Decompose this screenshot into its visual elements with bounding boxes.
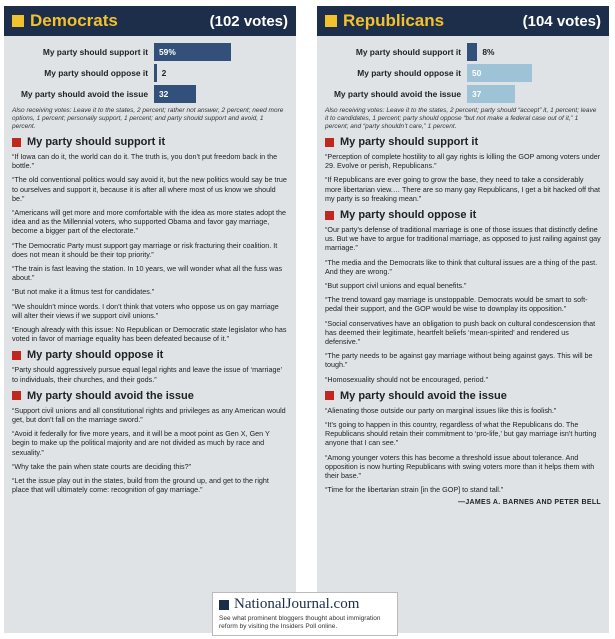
quote: “Let the issue play out in the states, build from the ground up, and get to the right place that will ultimately come: recognition of gay marriage.” xyxy=(12,476,269,495)
bar-value-label: 37 xyxy=(472,89,482,99)
section-marker-icon xyxy=(325,211,334,220)
bar-value-label: 32 xyxy=(159,89,169,99)
bar-track xyxy=(467,85,605,103)
quote: “Our party’s defense of traditional marriage is one of those issues that distinctly define us. But we have to argue for traditional marriage, as opposed to just railing against gay marriage.” xyxy=(325,225,601,253)
section-heading xyxy=(12,136,288,148)
democrats-panel xyxy=(4,6,296,633)
section-heading xyxy=(325,136,601,148)
republicans-note: Also receiving votes: Leave it to the states, 2 percent; party should “accept” it, 1 percent; leave it to candidates, 1 percent; party should oppose “but not make a federal case out of it,” 1 percent; and “party shouldn’t care,” 1 percent. xyxy=(325,107,597,130)
header-square-icon xyxy=(12,15,24,27)
quote: “Among younger voters this has become a threshold issue about tolerance. And opposition is now hurting Republicans with swing voters more than it helps them with their base.” xyxy=(325,452,595,481)
quote: “Why take the pain when state courts are deciding this?” xyxy=(12,461,191,471)
section-title: My party should avoid the issue xyxy=(340,389,507,402)
nationaljournal-logo xyxy=(219,596,391,613)
header-square-icon xyxy=(325,15,337,27)
quote: “The party needs to be against gay marriage without being against gays. This will be tough.” xyxy=(325,351,593,370)
quote: “Support civil unions and all constitutional rights and privileges as any American would get, but don’t fall on the marriage sword.” xyxy=(12,405,286,425)
section-title: My party should support it xyxy=(27,136,166,148)
democrats-sections xyxy=(4,136,296,497)
quote: “If Iowa can do it, the world can do it. The truth is, you don’t put freedom back in the bottle.” xyxy=(12,152,278,171)
quote: “Time for the libertarian strain [in the GOP] to stand tall.” xyxy=(325,485,504,495)
quote: “The train is fast leaving the station. In 10 years, we will wonder what all the fuss was about.” xyxy=(12,264,283,283)
chart-row xyxy=(8,42,292,62)
section-heading xyxy=(325,390,601,402)
quote: “But support civil unions and equal benefits.” xyxy=(325,281,467,291)
party-name: Republicans xyxy=(343,11,445,30)
bar-value-label: 2 xyxy=(161,68,167,78)
byline: —JAMES A. BARNES AND PETER BELL xyxy=(458,499,601,507)
quote: “Social conservatives have an obligation to push back on cultural condescension that has deemed their legitimate, heartfelt beliefs ‘mean-spirited’ and rendered us defensive.” xyxy=(325,318,596,347)
chart-row xyxy=(8,63,292,83)
bar-track xyxy=(467,64,605,82)
republicans-sections xyxy=(317,136,609,497)
logo-text: NationalJournal.com xyxy=(234,596,360,612)
quote: “It’s going to happen in this country, regardless of what the Republicans do. The Republicans should retain their commitment to ‘pro-life,’ but gay marriage isn’t hurting anyone that I can see.” xyxy=(325,420,597,448)
section-marker-icon xyxy=(325,391,334,400)
bar-track xyxy=(154,85,292,103)
bar-label: My party should support it xyxy=(355,47,461,57)
bar-track xyxy=(154,43,292,61)
bar-track xyxy=(154,64,292,82)
bar-label: My party should avoid the issue xyxy=(333,89,461,99)
section-marker-icon xyxy=(12,351,21,360)
quote: “Americans will get more and more comfortable with the idea as more states adopt the idea and as the Millennial voters, who supported Obama and favor gay marriage, become a bigger part of the electorate.” xyxy=(12,208,287,236)
bar-value-label: 59% xyxy=(159,47,176,57)
party-name: Democrats xyxy=(30,11,118,30)
section-title: My party should support it xyxy=(340,136,479,148)
quote: “Avoid it federally for five more years, and it will be a moot point as Gen X, Gen Y begin to make up the political majority and are not divided as much by race and sexuality.” xyxy=(12,429,270,457)
quote: “The Democratic Party must support gay marriage or risk fracturing their coalition. It does not mean it should be their top priority.” xyxy=(12,240,278,259)
chart-row xyxy=(321,63,605,83)
bar-value-label: 50 xyxy=(472,68,482,78)
section-marker-icon xyxy=(12,391,21,400)
section-heading xyxy=(12,349,288,361)
democrats-note: Also receiving votes: Leave it to the states, 2 percent; rather not answer, 2 percent; need more options, 1 percent; personally support, 1 percent; and party should support and avoid, 1 percent. xyxy=(12,107,284,130)
bar-label: My party should avoid the issue xyxy=(20,89,148,99)
section-title: My party should oppose it xyxy=(27,349,164,362)
quote: “If Republicans are ever going to grow the base, they need to take a considerably more libertarian view.… There are so many gay Republicans, I get a bit hacked off that my party is so freaking mean.” xyxy=(325,175,601,203)
section-marker-icon xyxy=(325,138,334,147)
chart-row xyxy=(321,42,605,62)
republicans-panel xyxy=(317,6,609,633)
promo-text: See what prominent bloggers thought about immigration reform by visiting the Insiders Poll online. xyxy=(219,615,381,630)
bar-value-label: 8% xyxy=(482,47,495,57)
section-heading xyxy=(12,390,288,402)
quote: “The trend toward gay marriage is unstoppable. Democrats would be smart to soft-pedal their support, and the GOP would be wise to downplay its opposition.” xyxy=(325,295,588,314)
chart-row xyxy=(321,84,605,104)
section-title: My party should avoid the issue xyxy=(27,389,194,402)
bar-label: My party should oppose it xyxy=(44,68,148,78)
quote: “Perception of complete hostility to all gay rights is killing the GOP among voters under 29. Evolve or perish, Republicans.” xyxy=(325,152,601,171)
nationaljournal-promo[interactable] xyxy=(212,592,398,636)
republicans-chart xyxy=(317,36,609,107)
vote-count: (102 votes) xyxy=(209,12,288,30)
logo-square-icon xyxy=(219,600,229,610)
democrats-chart xyxy=(4,36,296,107)
bar xyxy=(154,64,157,82)
quote: “But not make it a litmus test for candidates.” xyxy=(12,287,155,297)
section-title: My party should oppose it xyxy=(340,209,477,222)
republicans-header xyxy=(317,6,609,36)
quote: “The media and the Democrats like to think that cultural issues are a thing of the past. And they are wrong.” xyxy=(325,257,598,276)
quote: “Alienating those outside our party on marginal issues like this is foolish.” xyxy=(325,405,557,415)
democrats-header xyxy=(4,6,296,36)
quote: “Enough already with this issue: No Republican or Democratic state legislator who has voted in favor of marriage equality has been defeated because of it.” xyxy=(12,325,287,344)
quote: “Party should aggressively pursue equal legal rights and leave the issue of ‘marriage’ to individuals, their churches, and their gods.” xyxy=(12,365,282,384)
chart-row xyxy=(8,84,292,104)
section-marker-icon xyxy=(12,138,21,147)
section-heading xyxy=(325,209,601,221)
bar-label: My party should support it xyxy=(42,47,148,57)
quote: “The old conventional politics would say avoid it, but the new politics would say be true to ourselves and support it, because it is after all where most of us know we should be.” xyxy=(12,175,287,203)
quote: “We shouldn’t mince words. I don’t think that voters who oppose us on gay marriage will alter their views if we support civil unions.” xyxy=(12,301,279,320)
bar-label: My party should oppose it xyxy=(357,68,461,78)
bar-track xyxy=(467,43,605,61)
quote: “Homosexuality should not be encouraged, period.” xyxy=(325,374,489,384)
bar xyxy=(467,43,477,61)
vote-count: (104 votes) xyxy=(522,12,601,30)
